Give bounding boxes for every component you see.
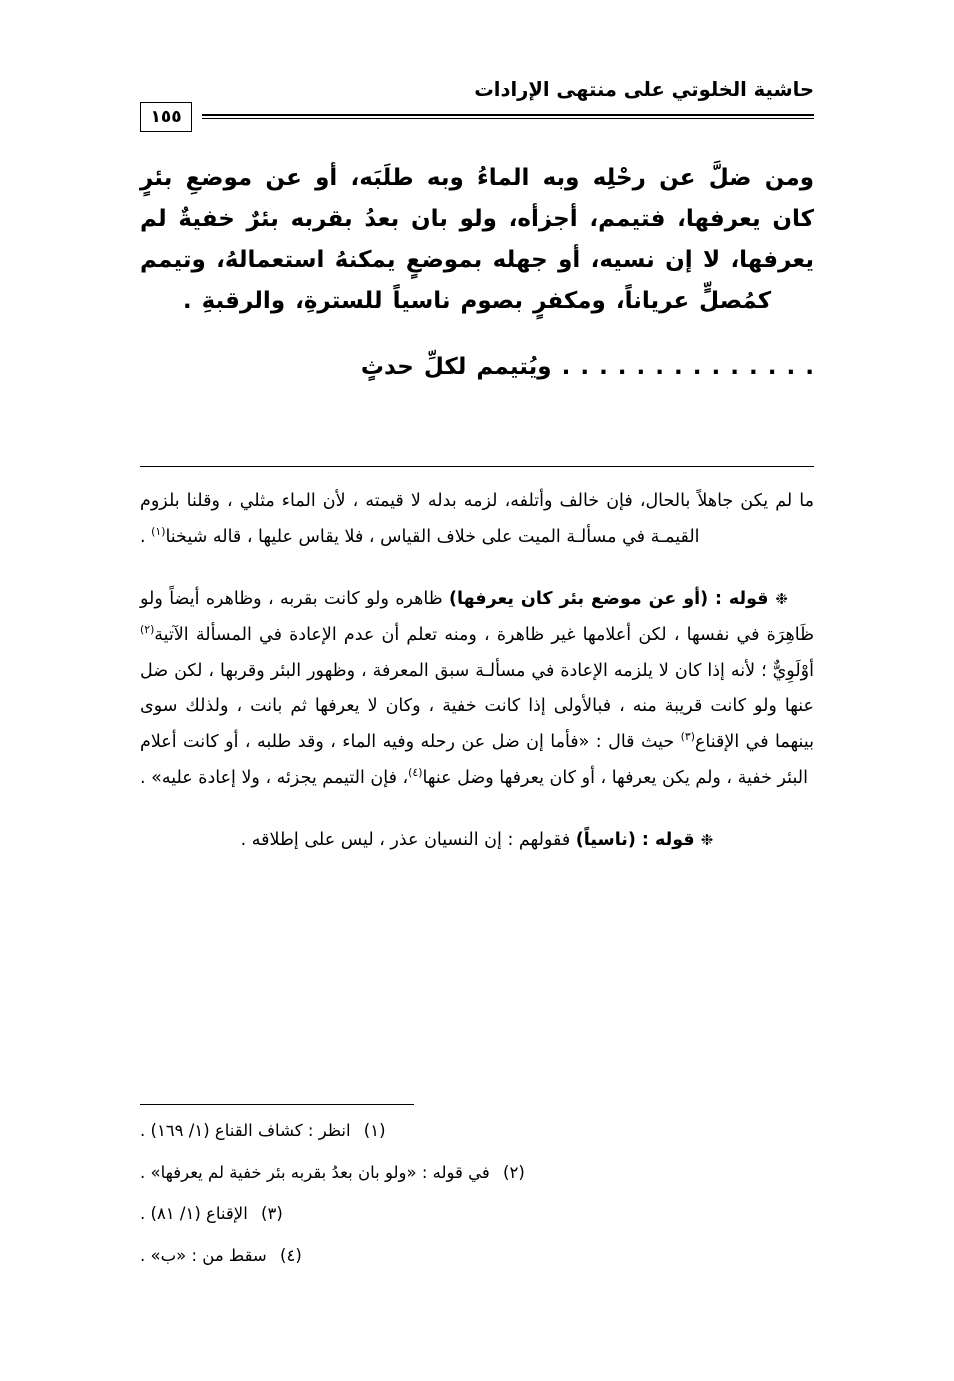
footnote-divider [140,1104,414,1105]
commentary-2-lemma: قوله : (أو عن موضع بئر كان يعرفها) [449,588,776,609]
footnote-text: انظر : كشاف القناع (١/ ١٦٩) . [140,1121,351,1140]
page-header [140,78,814,138]
leader-dots: . . . . . . . . . . . . . . [561,353,814,380]
commentary-2-body-2: أوْلَوِيٌّ ؛ لأنه إذا كان لا يلزمه الإعادة في مسألـة سبق المعرفة ، وظهور البئر وقربها ، لكن ضل عنها ولو كانت قريبة منه ، فبالأولى إذا كانت خفية ، وكان لا يعرفها ثم بانت ، ولذلك سوى بينهما في الإقناع [140,660,814,753]
commentary-paragraph-2 [140,582,814,797]
commentary-block [140,484,814,859]
footnote-number: (١) [363,1121,386,1140]
page-number: ١٥٥ [140,102,192,132]
footnote-text: الإقناع (١/ ٨١) . [140,1204,248,1224]
matn-heading-line [140,347,814,388]
footnote-number: (٤) [280,1245,302,1265]
footnote-ref-1[interactable]: (١) [151,525,166,539]
footnote-ref-3[interactable]: (٣) [680,730,695,744]
commentary-2-body-4: ، فإن التيمم يجزئه ، ولا إعادة عليه» . [140,768,409,789]
bullet-star-icon: ❉ [775,589,788,608]
matn-paragraph: ومن ضلَّ عن رحْلِه وبه الماءُ وبه طلَبَه، أو عن موضعِ بئرٍ كان يعرفها، فتيمم، أجزأه، ولو بان بعدُ بقربه بئرٌ خفيةٌ لم يعرفها، لا إن نسيه، أو جهله بموضعٍ يمكنهُ استعمالهُ، وتيمم كمُصلٍّ عرياناً، ومكفرٍ بصوم ناسياً للسترةِ، والرقبةِ . [140,165,814,315]
footnote-item [140,1243,814,1269]
matn-sharh-divider [140,466,814,467]
commentary-2-body: ظاهره ولو كانت بقربه ، وظاهره أيضاً ولو ظَاهِرَة في نفسها ، لكن أعلامها غير ظاهرة ، ومنه تعلم أن عدم الإعادة في المسألة الآتية [140,588,814,645]
commentary-1-text: ما لم يكن جاهلاً بالحال، فإن خالف وأتلفه، لزمه بدله لا قيمته ، لأن الماء مثلي ، وقلنا بلزوم القيمـة في مسألـة الميت على خلاف القياس ، فلا يقاس عليها ، قاله شيخنا [140,491,814,547]
main-text-block [140,158,814,388]
footnote-number: (٢) [503,1162,525,1182]
book-title: حاشية الخلوتي على منتهى الإرادات [474,78,814,101]
footnote-text: في قوله : «ولو بان بعدُ بقربه بئر خفية لم يعرفها» . [140,1162,490,1182]
footnotes-block [140,1118,814,1284]
commentary-paragraph-1 [140,484,814,556]
footnote-item [140,1118,814,1144]
footnote-ref-4[interactable]: (٤) [408,766,423,780]
commentary-2-body-3: حيث قال : «فأما إن ضل عن رحله وفيه الماء ، وقد طلبه ، أو كانت أعلام البئر خفية ، ولم يكن يعرفها ، أو كان يعرفها وضل عنها [140,732,808,789]
footnote-number: (٣) [261,1204,283,1224]
commentary-1-end: . [140,526,152,547]
bullet-star-icon-2: ❉ [700,831,714,849]
footnote-ref-2[interactable]: (٢) [140,622,155,636]
footnote-item [140,1201,814,1227]
matn-heading: ويُتيمم لكلِّ حدثٍ [360,353,552,380]
footnote-text: سقط من : «ب» . [140,1245,267,1265]
commentary-paragraph-3 [140,823,814,859]
header-divider [202,114,814,119]
commentary-3-lemma: قوله : (ناسياً) [575,830,701,850]
commentary-3-body: فقولهم : إن النسيان عذر ، ليس على إطلاقه . [240,830,576,850]
footnote-item [140,1160,814,1186]
